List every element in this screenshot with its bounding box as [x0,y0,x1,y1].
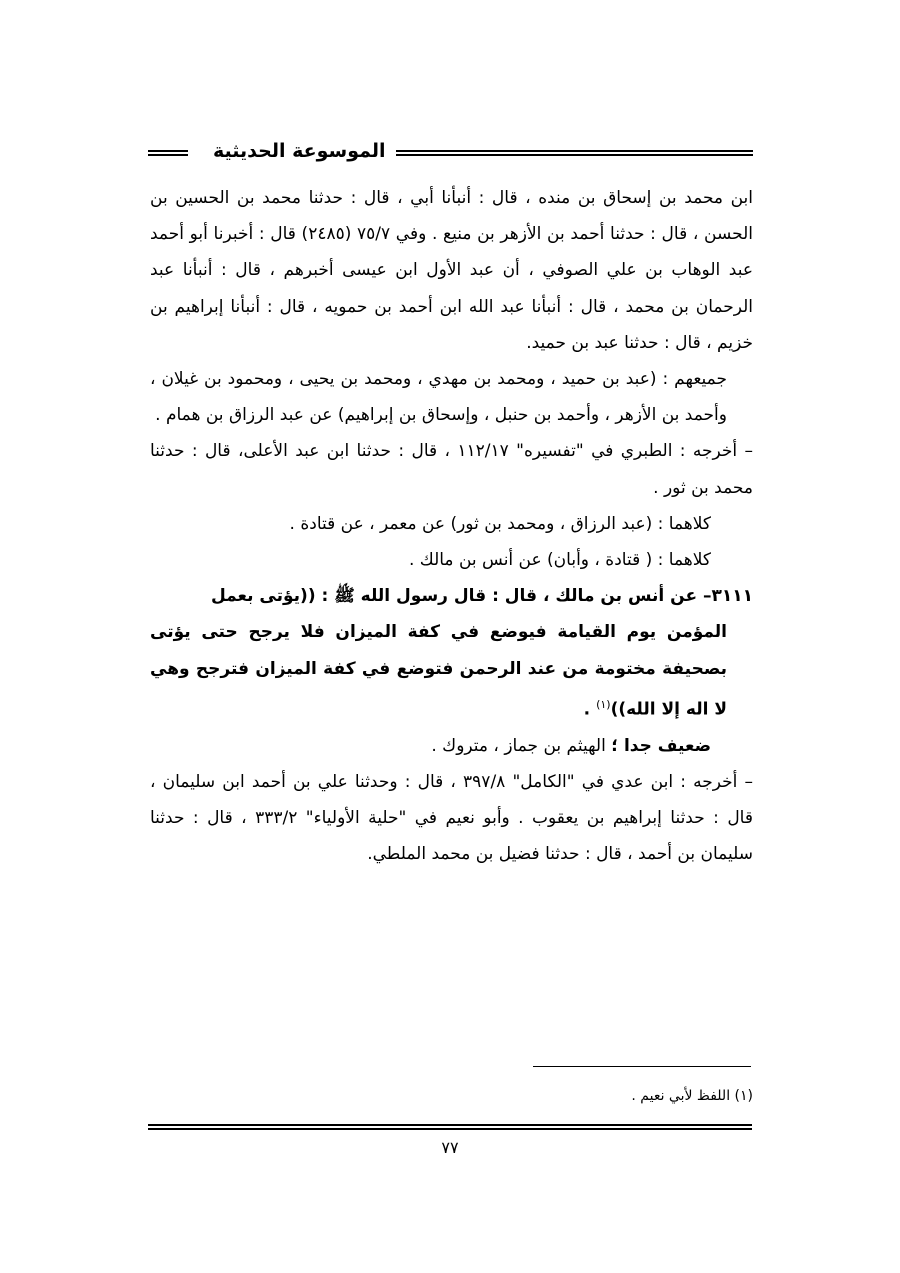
header-title: الموسوعة الحديثية [203,140,396,162]
paragraph-kilahuma-1: كلاهما : (عبد الرزاق ، ومحمد بن ثور) عن معمر ، عن قتادة . [289,513,711,534]
header-rule-right [386,150,753,156]
page-number: ٧٧ [441,1138,459,1157]
paragraph-tabari: – أخرجه : الطبري في "تفسيره" ١١٢/١٧ ، قال : حدثنا ابن عبد الأعلى، قال : حدثنا محمد بن ثور . [150,441,753,498]
grading-label: ضعيف جدا ؛ [611,735,711,756]
footnote-reference[interactable]: (١) [596,697,611,711]
grading-line [150,728,753,764]
hadith-first-line [150,578,753,614]
hadith-text [150,614,753,727]
hadith-continuation: المؤمن يوم القيامة فيوضع في كفة الميزان فلا يرجح حتى يؤتى بصحيفة مختومة من عند الرحمن فتوضع في كفة الميزان فترجح وهي لا اله إلا الله)) [150,622,727,720]
paragraph-isnad: ابن محمد بن إسحاق بن منده ، قال : أنبأنا أبي ، قال : حدثنا محمد بن الحسين بن الحسن ، قال : حدثنا أحمد بن الأزهر بن منيع . وفي ٧٥/٧ (٢٤٨٥) قال : أخبرنا أبو أحمد عبد الوهاب بن علي الصوفي ، أن عبد الأول ابن عيسى أخبرهم ، قال : أنبأنا عبد الرحمان بن محمد ، قال : أنبأنا عبد الله ابن أحمد بن حمويه ، قال : أنبأنا إبراهيم بن خزيم ، قال : حدثنا عبد بن حميد. [150,188,753,353]
header-title-wrap [203,140,396,162]
body-text [150,180,753,873]
paragraph-kilahuma-2: كلاهما : ( قتادة ، وأبان) عن أنس بن مالك . [408,550,711,571]
footer-rule [148,1124,752,1130]
hadith-end: . [583,699,597,720]
hadith-number-line: ٣١١١– عن أنس بن مالك ، قال : قال رسول الله ﷺ : ((يؤتى بعمل [210,586,753,607]
paragraph-jamiuhum: جميعهم : (عبد بن حميد ، ومحمد بن مهدي ، ومحمد بن يحيى ، ومحمود بن غيلان ، وأحمد بن الأزهر ، وأحمد بن حنبل ، وإسحاق بن إبراهيم) عن عبد الرزاق بن همام . [150,369,727,426]
footnote: (١) اللفظ لأبي نعيم . [631,1088,753,1104]
footnote-separator [533,1066,751,1067]
page-header [148,140,753,170]
header-rule-left [148,150,188,156]
grading-text: الهيثم بن جماز ، متروك . [431,735,612,756]
paragraph-closing: – أخرجه : ابن عدي في "الكامل" ٣٩٧/٨ ، قال : وحدثنا علي بن أحمد ابن سليمان ، قال : حدثنا إبراهيم بن يعقوب . وأبو نعيم في "حلية الأولياء" ٣٣٣/٢ ، قال : حدثنا سليمان بن أحمد ، قال : حدثنا فضيل بن محمد الملطي. [150,771,753,865]
